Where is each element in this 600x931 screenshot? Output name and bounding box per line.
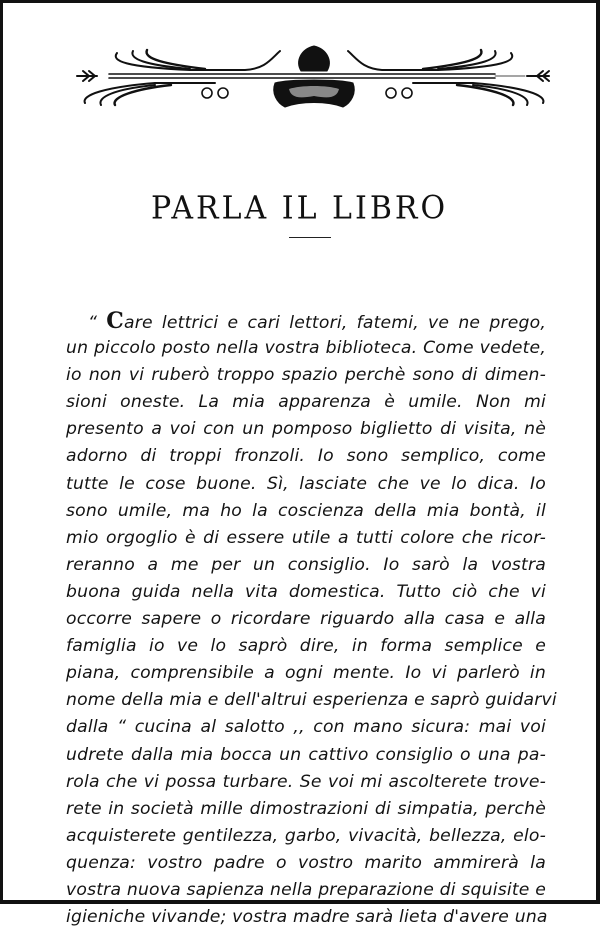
text-line: mio orgoglio è di essere utile a tutti colore che ricor- (66, 527, 546, 548)
text-line: quenza: vostro padre o vostro marito ammirerà la (66, 852, 546, 873)
title-divider (289, 237, 331, 238)
text-line: “ Care lettrici e cari lettori, fatemi, ve ne prego, (88, 308, 546, 334)
left-arrow-icon (77, 71, 97, 81)
text-line: reranno a me per un consiglio. Io sarò la vostra (66, 554, 546, 575)
text-line: tutte le cose buone. Sì, lasciate che ve lo dica. Io (66, 473, 546, 494)
text-line: io non vi ruberò troppo spazio perchè sono di dimen- (66, 365, 546, 386)
text-line: dalla “ cucina al salotto ,, con mano sicura: mai voi (66, 717, 546, 738)
text-line: rola che vi possa turbare. Se voi mi ascolterete trove- (66, 771, 546, 792)
text-line: vostra nuova sapienza nella preparazione di squisite e (66, 879, 546, 900)
right-arrow-icon (527, 71, 549, 81)
text-line: occorre sapere o ricordare riguardo alla casa e alla (66, 609, 546, 630)
text-line: sioni oneste. La mia apparenza è umile. Non mi (66, 392, 546, 413)
text-line: buona guida nella vita domestica. Tutto ciò che vi (66, 581, 546, 602)
opening-quote: “ (88, 313, 98, 333)
text-line: nome della mia e dell'altrui esperienza e saprò guidarvi (66, 690, 557, 711)
text-line: sono umile, ma ho la coscienza della mia bontà, il (66, 500, 546, 521)
text-line: presento a voi con un pomposo biglietto di visita, nè (66, 419, 546, 440)
drop-cap: C (106, 308, 124, 334)
text-line: un piccolo posto nella vostra biblioteca. Come vedete, (66, 338, 546, 359)
text-line: famiglia io ve lo saprò dire, in forma semplice e (66, 636, 546, 657)
decorative-headpiece-ornament (75, 41, 553, 111)
body-paragraph (66, 308, 557, 931)
text-line: adorno di troppi fronzoli. Io sono semplico, come (66, 446, 546, 467)
text-line: rete in società mille dimostrazioni di simpatia, perchè (66, 798, 546, 819)
page-title: PARLA IL LIBRO (150, 190, 449, 227)
text-line: piana, comprensibile a ogni mente. Io vi parlerò in (66, 663, 546, 684)
text-line: igieniche vivande; vostra madre sarà lieta d'avere una (66, 907, 548, 928)
text-line: acquisterete gentilezza, garbo, vivacità, bellezza, elo- (66, 825, 546, 846)
text-line: udrete dalla mia bocca un cattivo consiglio o una pa- (66, 744, 546, 765)
